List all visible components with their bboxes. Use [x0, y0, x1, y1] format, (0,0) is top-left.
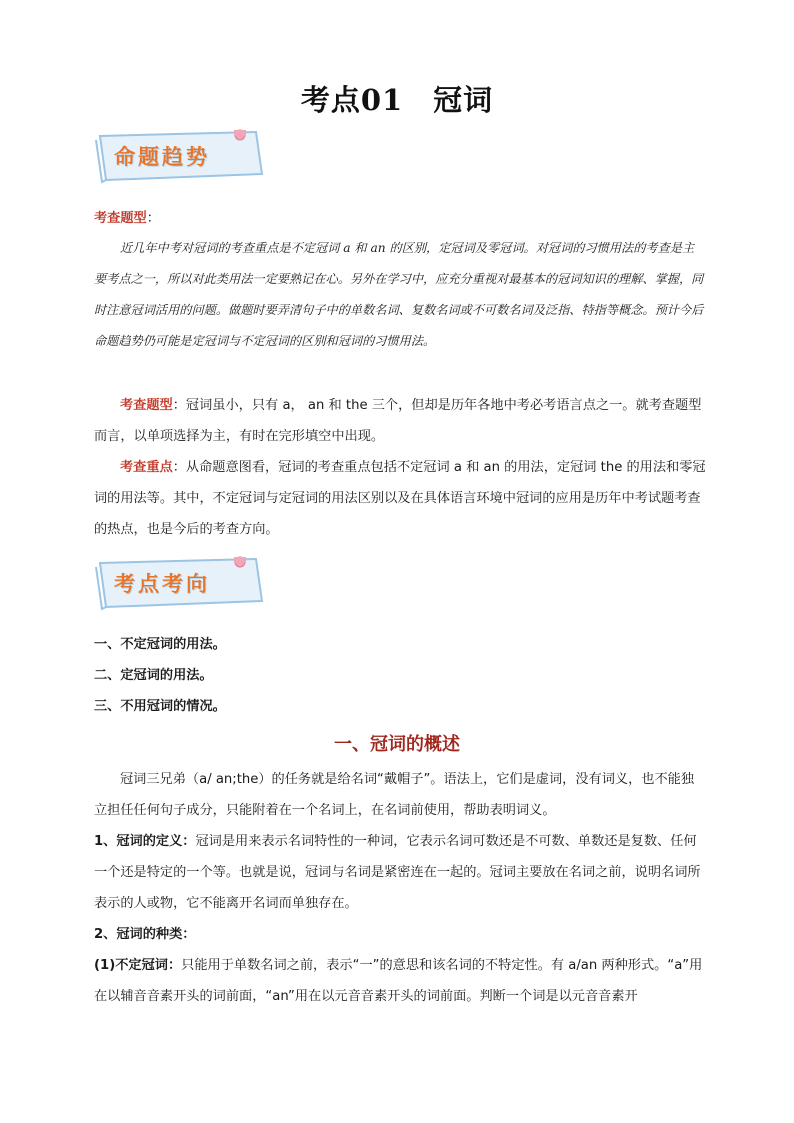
definition-paragraph — [94, 826, 706, 919]
indefinite-paragraph — [94, 950, 706, 1012]
direction-item-3: 三、不用冠词的情况。 — [94, 699, 226, 714]
definition-text: 冠词是用来表示名词特性的一种词，它表示名词可数还是不可数、单数还是复数、任何一个还是特定的一个等。也就是说，冠词与名词是紧密连在一起的。冠词主要放在名词之前，说明名词所表示的人或物，它不能离开名词而单独存在。 — [94, 834, 701, 911]
focus-text: ：从命题意图看，冠词的考查重点包括不定冠词 a 和 an 的用法，定冠词 the 的用法和零冠词的用法等。其中，不定冠词与定冠词的用法区别以及在具体语言环境中冠词的应用是历年中考试题考查的热点，也是今后的考查方向。 — [94, 460, 706, 537]
definition-label: 1、冠词的定义： — [94, 834, 196, 849]
type-text: ：冠词虽小，只有 a， an 和 the 三个，但却是历年各地中考必考语言点之一。就考查题型而言，以单项选择为主，有时在完形填空中出现。 — [94, 398, 702, 444]
indefinite-text: 只能用于单数名词之前，表示“一”的意思和该名词的不特定性。有 a/an 两种形式。“a”用在以辅音音素开头的词前面，“an”用在以元音音素开头的词前面。判断一个词是以元音音素开 — [94, 958, 703, 1004]
trend-colon: ： — [146, 211, 160, 226]
direction-item-1: 一、不定冠词的用法。 — [94, 637, 226, 652]
banner-label: 考点考向 — [114, 571, 210, 596]
type-label: 考查题型 — [120, 398, 173, 413]
focus-paragraph — [94, 452, 706, 545]
trend-label: 考查题型 — [94, 211, 147, 226]
focus-label: 考查重点 — [120, 460, 173, 475]
indefinite-label: (1)不定冠词： — [94, 958, 182, 973]
section-heading: 一、冠词的概述 — [334, 734, 460, 755]
banner-mingti-qushi — [92, 128, 264, 186]
page-title: 考点01 冠词 — [300, 83, 494, 117]
types-heading: 2、冠词的种类： — [94, 927, 196, 942]
type-paragraph — [94, 390, 706, 452]
banner-label: 命题趋势 — [114, 144, 210, 169]
trend-heading — [94, 203, 706, 234]
trend-paragraph: 近几年中考对冠词的考查重点是不定冠词 a 和 an 的区别，定冠词及零冠词。对冠词的习惯用法的考查是主要考点之一，所以对此类用法一定要熟记在心。另外在学习中，应充分重视对最基本的冠词知识的理解、掌握，同时注意冠词活用的问题。做题时要弄清句子中的单数名词、复数名词或不可数名词及泛指、特指等概念。预计今后命题趋势仍可能是定冠词与不定冠词的区别和冠词的习惯用法。 — [94, 241, 704, 348]
direction-item-2: 二、定冠词的用法。 — [94, 668, 213, 683]
banner-kaodian-kaoxiang — [92, 555, 264, 613]
overview-paragraph: 冠词三兄弟（a/ an;the）的任务就是给名词“戴帽子”。语法上，它们是虚词，没有词义，也不能独立担任任何句子成分，只能附着在一个名词上，在名词前使用，帮助表明词义。 — [94, 772, 695, 818]
